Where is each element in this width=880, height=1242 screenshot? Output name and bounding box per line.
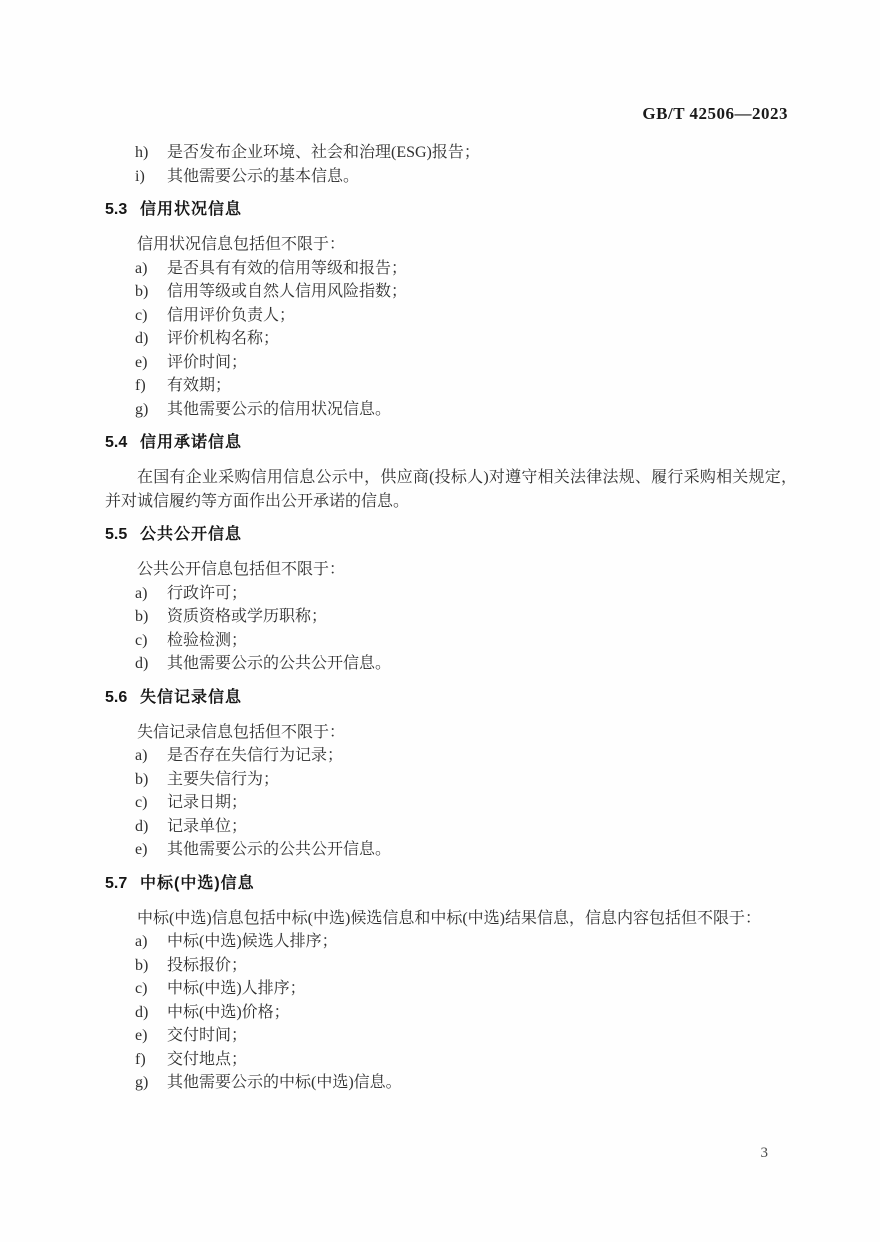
list-item-label: d) xyxy=(135,1003,149,1021)
list-item-text: 交付时间； xyxy=(167,1027,248,1044)
list-item-label: c) xyxy=(135,631,148,649)
list-item-label: g) xyxy=(135,1074,149,1091)
list-item-label: c) xyxy=(135,794,148,811)
section-5-6 xyxy=(105,686,797,862)
list-item-label: b) xyxy=(135,283,149,300)
section-heading xyxy=(105,198,797,222)
section-title: 信用状况信息 xyxy=(140,201,243,218)
section-number: 5.4 xyxy=(105,434,128,451)
list-item xyxy=(105,165,797,189)
list-item-text: 资质资格或学历职称； xyxy=(167,608,328,625)
list-item-text: 其他需要公示的公共公开信息。 xyxy=(167,841,392,858)
list-item-text: 是否具有有效的信用等级和报告； xyxy=(167,259,408,277)
list-item xyxy=(105,1048,797,1072)
page-number: 3 xyxy=(760,1145,768,1161)
list-item-text: 其他需要公示的基本信息。 xyxy=(167,167,360,185)
list-item xyxy=(105,838,797,862)
section-5-7 xyxy=(105,872,797,1095)
section-5-3 xyxy=(105,198,797,421)
list xyxy=(105,744,797,862)
list-item xyxy=(105,954,797,978)
list-item-text: 记录单位； xyxy=(167,817,248,835)
list-item xyxy=(105,768,797,792)
section-title: 失信记录信息 xyxy=(140,688,243,706)
list-item xyxy=(105,815,797,839)
list-item-text: 其他需要公示的公共公开信息。 xyxy=(167,655,392,672)
section-5-4 xyxy=(105,431,797,513)
list-item xyxy=(105,582,797,606)
list-item xyxy=(105,930,797,954)
list-item-text: 评价机构名称； xyxy=(167,330,280,347)
list-item-text: 记录日期； xyxy=(167,794,248,811)
section-carryover xyxy=(105,141,797,188)
section-paragraph: 在国有企业采购信用信息公示中，供应商(投标人)对遵守相关法律法规、履行采购相关规定，并对诚信履约等方面作出公开承诺的信息。 xyxy=(105,469,797,510)
list-item-label: f) xyxy=(135,1050,146,1068)
list-item xyxy=(105,791,797,815)
list-item-text: 是否存在失信行为记录； xyxy=(167,747,344,764)
list-item xyxy=(105,977,797,1001)
list-item-label: c) xyxy=(135,306,148,324)
list-item-text: 有效期； xyxy=(167,377,232,394)
list-item-text: 其他需要公示的信用状况信息。 xyxy=(167,400,392,418)
list-item-label: b) xyxy=(135,608,149,625)
list-item-text: 中标(中选)人排序； xyxy=(167,980,306,997)
list-item-text: 行政许可； xyxy=(167,584,248,602)
list xyxy=(105,257,797,422)
section-number: 5.3 xyxy=(105,201,128,218)
list-item-label: g) xyxy=(135,400,149,418)
section-heading xyxy=(105,523,797,547)
list-item-label: i) xyxy=(135,167,145,185)
list-item-text: 评价时间； xyxy=(167,353,248,371)
section-title: 信用承诺信息 xyxy=(140,434,243,451)
list-item-label: d) xyxy=(135,817,149,835)
list-item-text: 投标报价； xyxy=(167,956,248,974)
list-item xyxy=(105,1001,797,1025)
list-item-label: b) xyxy=(135,956,149,974)
list-item-text: 信用评价负责人； xyxy=(167,306,296,324)
list-item xyxy=(105,280,797,304)
list-intro: 中标(中选)信息包括中标(中选)候选信息和中标(中选)结果信息，信息内容包括但不限于： xyxy=(137,909,761,927)
section-title: 中标(中选)信息 xyxy=(140,874,255,892)
list-item xyxy=(105,351,797,375)
page-content xyxy=(105,141,797,1095)
list-item-text: 中标(中选)价格； xyxy=(167,1003,290,1021)
list-item-text: 其他需要公示的中标(中选)信息。 xyxy=(167,1074,402,1091)
list-item xyxy=(105,744,797,768)
list-item xyxy=(105,327,797,351)
section-number: 5.5 xyxy=(105,526,128,543)
list xyxy=(105,141,797,188)
list xyxy=(105,582,797,676)
list-item-label: f) xyxy=(135,377,146,394)
section-heading xyxy=(105,872,797,896)
list-item-label: d) xyxy=(135,655,149,672)
section-number: 5.6 xyxy=(105,688,128,706)
list-item-label: h) xyxy=(135,144,149,161)
list-item-label: a) xyxy=(135,259,148,277)
list-item-label: c) xyxy=(135,980,148,997)
list-item xyxy=(105,398,797,422)
list-item xyxy=(105,1024,797,1048)
list-item xyxy=(105,652,797,676)
list-item xyxy=(105,629,797,653)
standard-code: GB/T 42506—2023 xyxy=(642,104,788,123)
list-item-label: d) xyxy=(135,330,149,347)
section-title: 公共公开信息 xyxy=(140,526,243,543)
list-item-label: b) xyxy=(135,770,149,788)
list-item-label: a) xyxy=(135,747,148,764)
list-item xyxy=(105,141,797,165)
list-intro: 失信记录信息包括但不限于： xyxy=(137,723,346,741)
section-number: 5.7 xyxy=(105,874,128,892)
list-item-text: 中标(中选)候选人排序； xyxy=(167,933,338,950)
list-item xyxy=(105,304,797,328)
list-item-text: 是否发布企业环境、社会和治理(ESG)报告； xyxy=(167,144,480,161)
list-item xyxy=(105,374,797,398)
list-intro: 公共公开信息包括但不限于： xyxy=(137,561,346,578)
section-5-5 xyxy=(105,523,797,676)
list-item-label: a) xyxy=(135,584,148,602)
list-item-text: 交付地点； xyxy=(167,1050,248,1068)
list-intro: 信用状况信息包括但不限于： xyxy=(137,236,346,253)
list-item-label: e) xyxy=(135,841,148,858)
list xyxy=(105,930,797,1095)
list-item-label: e) xyxy=(135,1027,148,1044)
list-item xyxy=(105,605,797,629)
section-heading xyxy=(105,686,797,710)
list-item-label: a) xyxy=(135,933,148,950)
list-item-text: 信用等级或自然人信用风险指数； xyxy=(167,283,408,300)
list-item xyxy=(105,257,797,281)
list-item-label: e) xyxy=(135,353,148,371)
section-heading xyxy=(105,431,797,455)
list-item-text: 检验检测； xyxy=(167,631,248,649)
list-item-text: 主要失信行为； xyxy=(167,770,280,788)
list-item xyxy=(105,1071,797,1095)
